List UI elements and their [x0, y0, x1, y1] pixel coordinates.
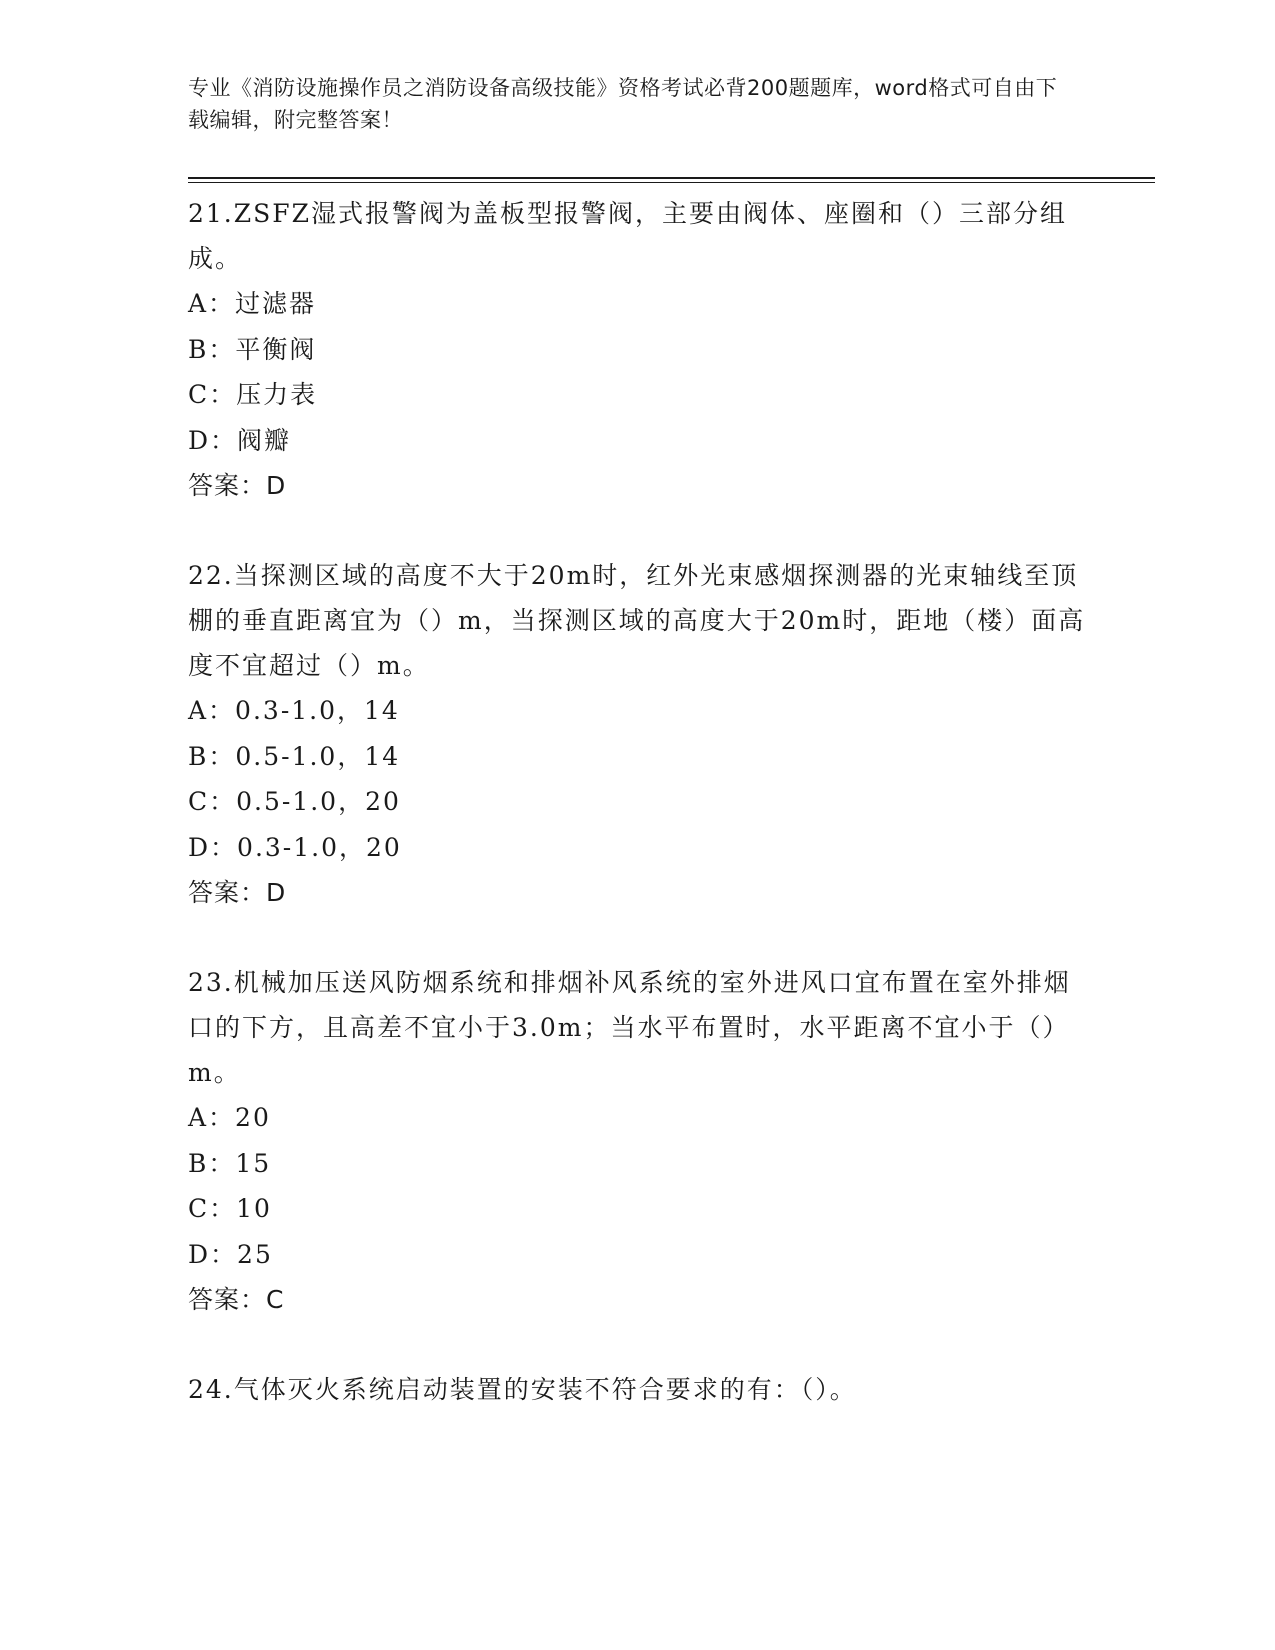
- option-c: C：10: [188, 1194, 272, 1223]
- answer: 答案：D: [188, 471, 287, 500]
- header-rule-thick: [188, 177, 1155, 179]
- question-23: [188, 960, 1088, 1322]
- option-c: C：压力表: [188, 380, 318, 409]
- question-22: [188, 553, 1088, 915]
- option-d: D：0.3-1.0，20: [188, 832, 402, 862]
- question-stem: 22.当探测区域的高度不大于20m时，红外光束感烟探测器的光束轴线至顶棚的垂直距离宜为（）m，当探测区域的高度大于20m时，距地（楼）面高度不宜超过（）m。: [188, 561, 1086, 680]
- option-d: D：阀瓣: [188, 425, 292, 455]
- question-24: [188, 1367, 1088, 1412]
- option-b: B：0.5-1.0，14: [188, 741, 401, 771]
- question-stem: 23.机械加压送风防烟系统和排烟补风系统的室外进风口宜布置在室外排烟口的下方，且高差不宜小于3.0m；当水平布置时，水平距离不宜小于（）m。: [188, 968, 1071, 1087]
- option-b: B：15: [188, 1148, 272, 1178]
- option-a: A：0.3-1.0，14: [188, 696, 400, 725]
- option-a: A：过滤器: [188, 289, 317, 318]
- answer: 答案：D: [188, 878, 287, 907]
- option-b: B：平衡阀: [188, 334, 317, 364]
- question-21: [188, 191, 1088, 508]
- document-header: 专业《消防设施操作员之消防设备高级技能》资格考试必背200题题库，word格式可自由下载编辑，附完整答案！: [188, 76, 1058, 132]
- option-d: D：25: [188, 1239, 273, 1269]
- question-stem: 24.气体灭火系统启动装置的安装不符合要求的有：（）。: [188, 1375, 857, 1404]
- header-rule-thin: [188, 182, 1155, 183]
- answer: 答案：C: [188, 1285, 285, 1314]
- question-list: [188, 191, 1088, 1412]
- option-a: A：20: [188, 1103, 271, 1132]
- question-stem: 21.ZSFZ湿式报警阀为盖板型报警阀，主要由阀体、座圈和（）三部分组成。: [188, 199, 1067, 273]
- option-c: C：0.5-1.0，20: [188, 787, 401, 816]
